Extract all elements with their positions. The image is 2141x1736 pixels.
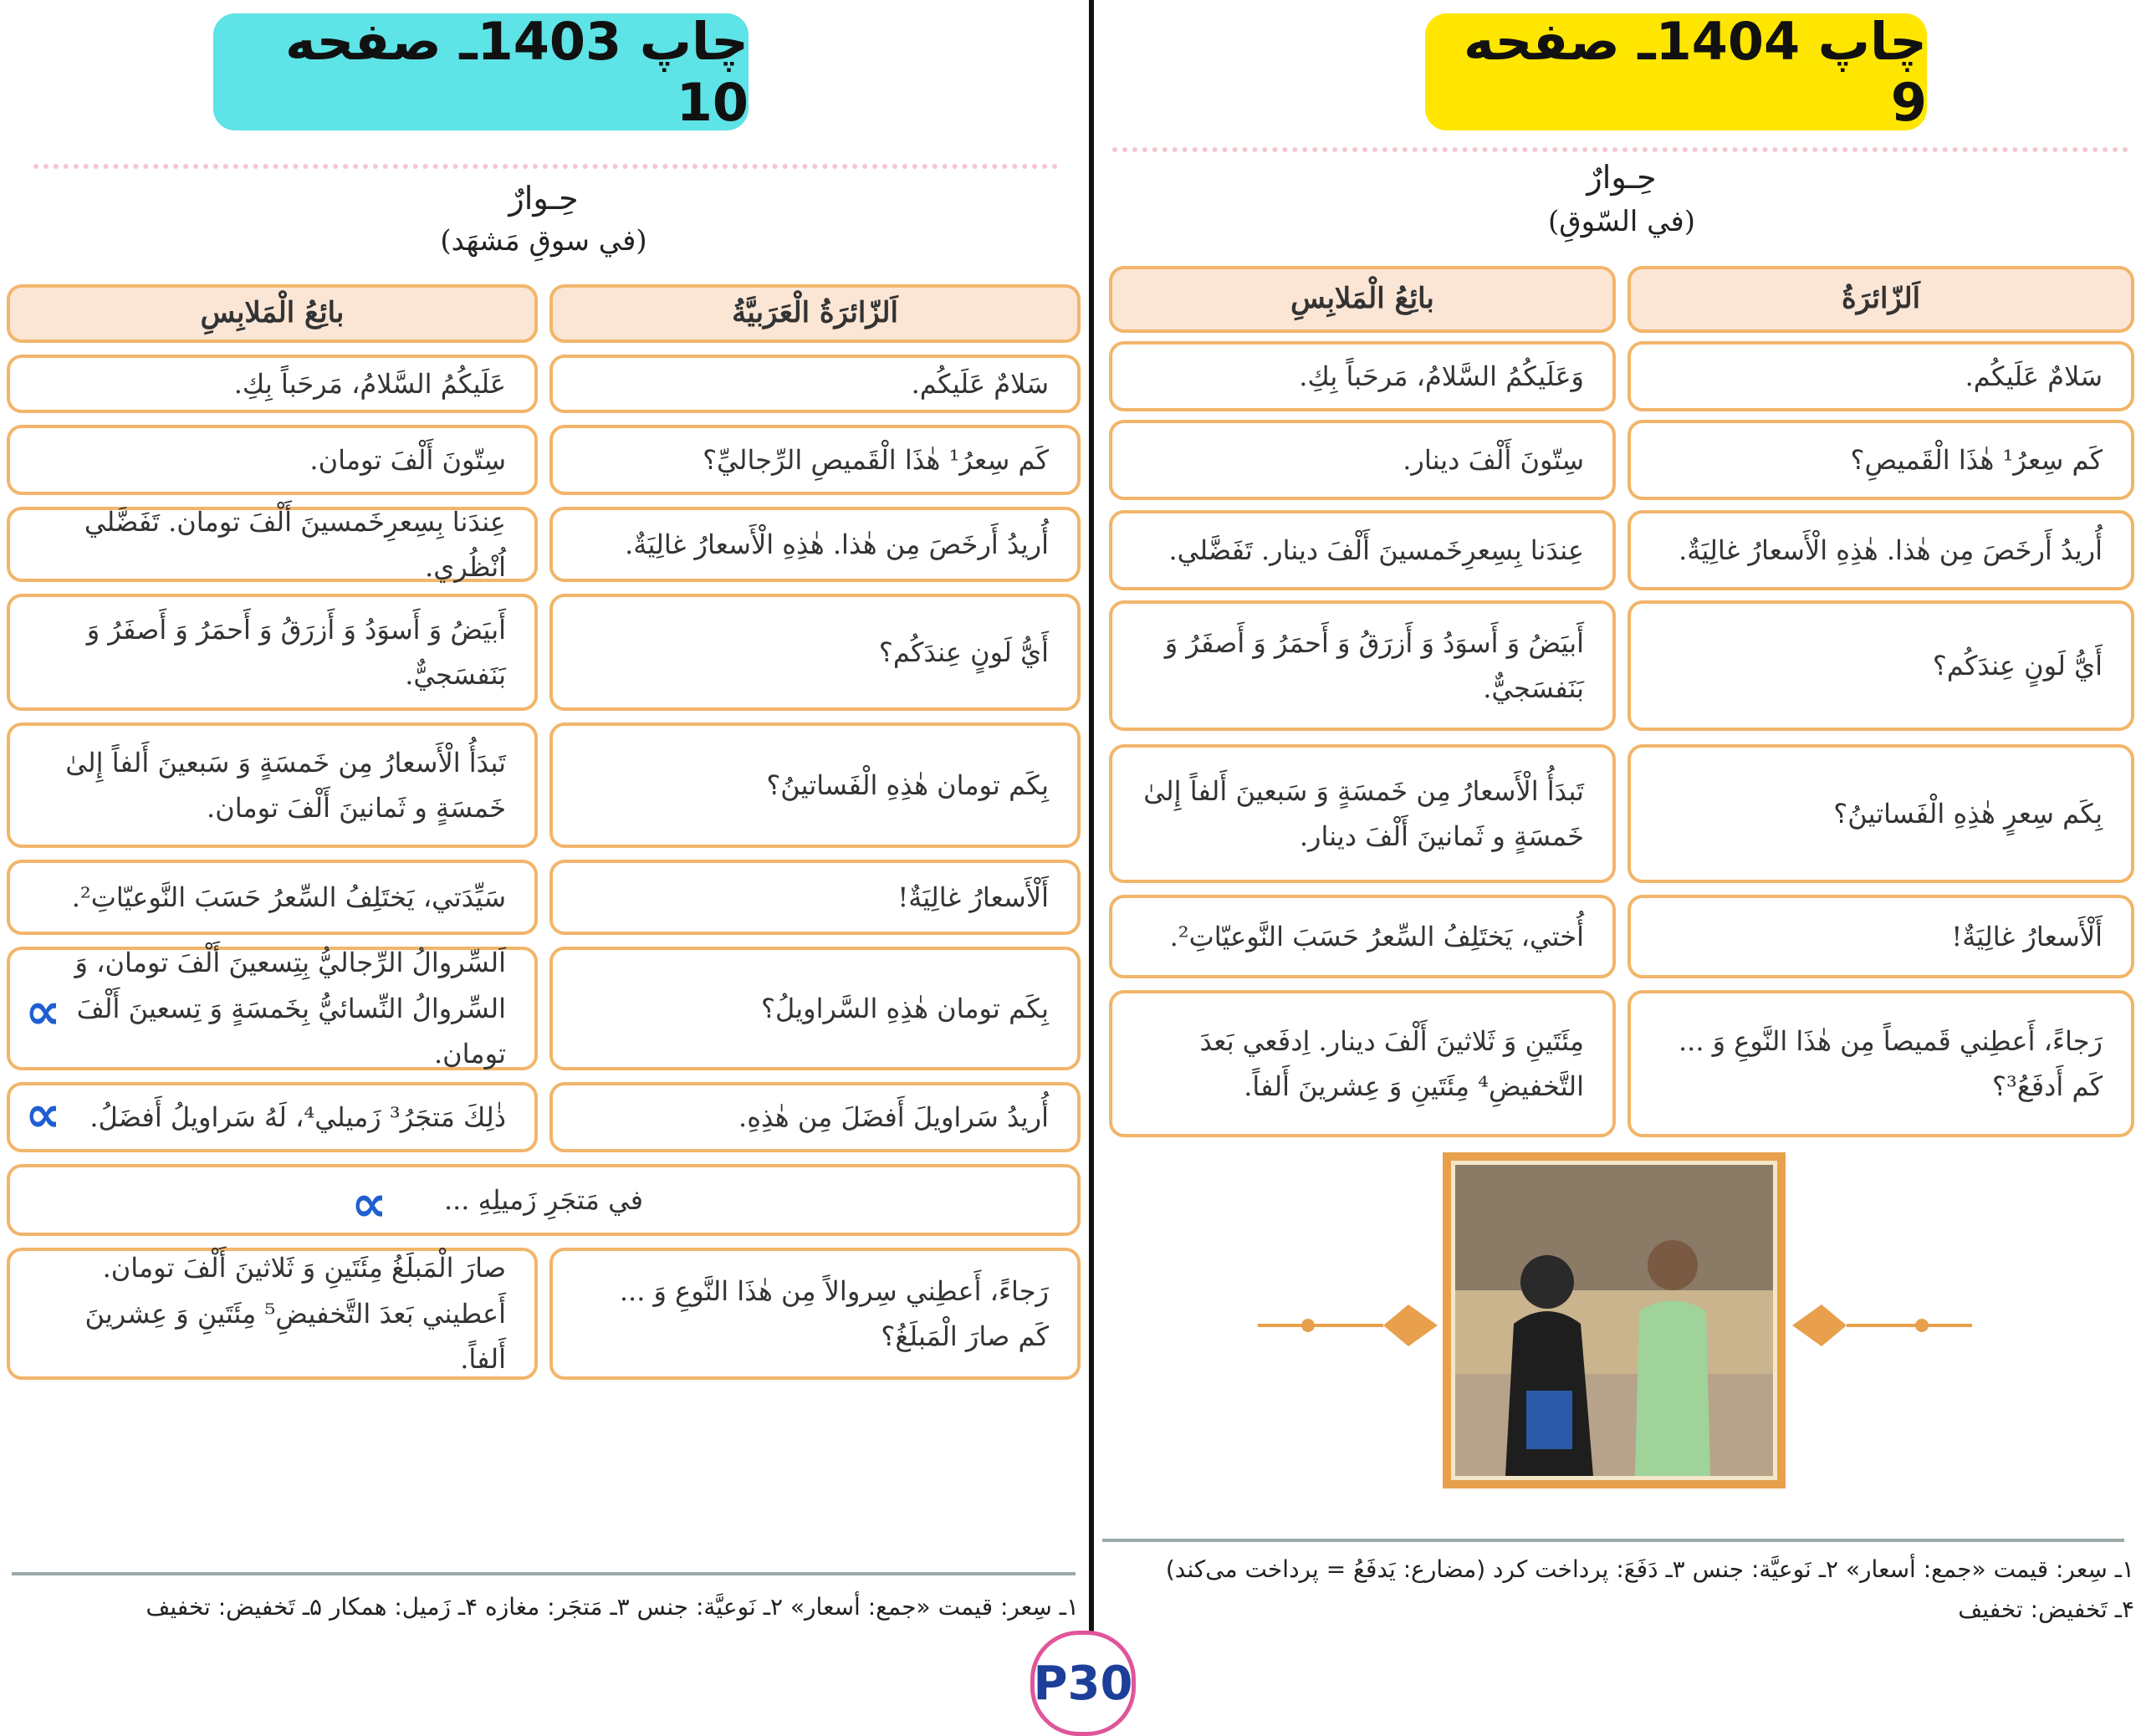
table-row	[1109, 510, 2134, 590]
shop-scene-icon	[1455, 1165, 1773, 1476]
footnote-rule	[12, 1572, 1076, 1575]
table-row	[1109, 341, 2134, 411]
seller-header: بائِعُ الْمَلابِسِ	[1109, 266, 1616, 333]
dialogue-subtitle: (في سوقِ مَشهَد)	[440, 224, 647, 258]
table-row	[1109, 600, 2134, 731]
column-divider	[1089, 0, 1094, 1672]
seller-header: بائِعُ الْمَلابِسِ	[7, 284, 538, 343]
visitor-line: أَيُّ لَونٍ عِندَكُم؟	[1627, 600, 2134, 731]
seller-line: صارَ الْمَبلَغُ مِئَتَينِ وَ ثَلاثينَ أَلْفَ تومان. أَعطيني بَعدَ التَّخفيضِ⁵ مِئَتَينِ وَ عِشرينَ أَلفاً.	[7, 1248, 538, 1380]
shop-photo	[1443, 1152, 1786, 1488]
seller-line: عِندَنا بِسِعرِخَمسينَ أَلْفَ تومان. تَفَضَّلي اُنْظُري.	[7, 507, 538, 582]
table-row	[7, 507, 1081, 582]
visitor-line: بِكَم سِعرٍ هٰذِهِ الْفَساتينُ؟	[1627, 744, 2134, 883]
seller-line: أَبيَضُ وَ أَسوَدُ وَ أَزرَقُ وَ أَحمَرُ وَ أَصفَرُ وَ بَنَفسَجيٌّ.	[1109, 600, 1616, 731]
table-row	[7, 947, 1081, 1070]
table-row	[1109, 895, 2134, 978]
table-row	[1109, 420, 2134, 500]
visitor-line: كَم سِعرُ¹ هٰذَا الْقَميصِ؟	[1627, 420, 2134, 500]
footnotes: ۱ـ سِعر: قیمت «جمع: أسعار» ۲ـ نَوعیَّة: جنس ۳ـ مَتجَر: مغازه ۴ـ زَمیل: همکار ۵ـ تَخفیض: تخفیف	[146, 1593, 1079, 1621]
table-row	[7, 1164, 1081, 1236]
pen-mark-icon: ∝	[25, 983, 61, 1041]
table-row	[7, 722, 1081, 848]
table-header-row	[1109, 266, 2134, 333]
table-row	[7, 355, 1081, 413]
visitor-line: أَلْأَسعارُ غالِيَةٌ!	[549, 860, 1081, 935]
dotted-divider	[33, 164, 1058, 176]
seller-line: سِتّونَ أَلْفَ دينار.	[1109, 420, 1616, 500]
table-row	[1109, 744, 2134, 883]
table-row	[7, 594, 1081, 711]
visitor-line: أُريدُ أَرخَصَ مِن هٰذا. هٰذِهِ الْأَسعارُ غالِيَةٌ.	[1627, 510, 2134, 590]
seller-line: سِتّونَ أَلْفَ تومان.	[7, 425, 538, 495]
dotted-divider	[1112, 147, 2128, 159]
visitor-line: أَلْأَسعارُ غالِيَةٌ!	[1627, 895, 2134, 978]
narration-line: في مَتجَرِ زَميلِهِ ...	[7, 1164, 1081, 1236]
table-row	[7, 1082, 1081, 1152]
pen-mark-icon: ∝	[25, 1085, 61, 1144]
table-row	[1109, 990, 2134, 1137]
seller-line: وَعَلَيكُمُ السَّلامُ، مَرحَباً بِكِ.	[1109, 341, 1616, 411]
visitor-header: اَلزّائرَةُ	[1627, 266, 2134, 333]
table-row	[7, 1248, 1081, 1380]
edition-1404-page	[1102, 0, 2141, 1713]
seller-line: عِندَنا بِسِعرِخَمسينَ أَلْفَ دينار. تَفَضَّلي.	[1109, 510, 1616, 590]
edition-1403-banner: چاپ 1403ـ صفحه 10	[213, 13, 749, 130]
visitor-line: بِكَم تومان هٰذِهِ السَّراويلُ؟	[549, 947, 1081, 1070]
ornament-left-icon	[1258, 1300, 1442, 1351]
visitor-line: أُريدُ أَرخَصَ مِن هٰذا. هٰذِهِ الْأَسعارُ غالِيَةٌ.	[549, 507, 1081, 582]
visitor-line: بِكَم تومان هٰذِهِ الْفَساتينُ؟	[549, 722, 1081, 848]
seller-line: عَلَيكُمُ السَّلامُ، مَرحَباً بِكِ.	[7, 355, 538, 413]
footnote-rule	[1102, 1539, 2124, 1542]
footnotes: ۱ـ سِعر: قیمت «جمع: أسعار» ۲ـ نَوعیَّة: جنس ۳ـ دَفَعَ: پرداخت کرد (مضارع: یَدفَعُ = پرداخت می‌کند)	[1165, 1555, 2134, 1583]
visitor-line: رَجاءً، أَعطِني قَميصاً مِن هٰذَا النَّوعِ وَ ... كَم أَدفَعُ³؟	[1627, 990, 2134, 1137]
seller-line: ذٰلِكَ مَتجَرُ³ زَميلي⁴، لَهُ سَراويلُ أَفضَلُ.	[7, 1082, 538, 1152]
p30-logo: P30	[1030, 1631, 1136, 1736]
table-row	[7, 860, 1081, 935]
seller-line: أَبيَضُ وَ أَسوَدُ وَ أَزرَقُ وَ أَحمَرُ وَ أَصفَرُ وَ بَنَفسَجيٌّ.	[7, 594, 538, 711]
seller-line: أُختي، يَختَلِفُ السِّعرُ حَسَبَ النَّوعيّاتِ².	[1109, 895, 1616, 978]
visitor-line: سَلامٌ عَلَيكُم.	[1627, 341, 2134, 411]
seller-line: مِئَتَينِ وَ ثَلاثينَ أَلْفَ دينار. اِدفَعي بَعدَ التَّخفيضِ⁴ مِئَتَينِ وَ عِشرينَ أَلفاً.	[1109, 990, 1616, 1137]
seller-line: اَلسِّروالُ الرِّجاليُّ بِتِسعينَ أَلْفَ تومان، وَ السِّروالُ النِّسائيُّ بِخَمسَةٍ وَ تِسعينَ أَلْفَ تومان.	[7, 947, 538, 1070]
table-header-row	[7, 284, 1081, 343]
edition-1404-banner: چاپ 1404ـ صفحه 9	[1425, 13, 1927, 130]
dialogue-subtitle: (في السّوقِ)	[1547, 205, 1695, 238]
table-row	[7, 425, 1081, 495]
visitor-line: أَيُّ لَونٍ عِندَكُم؟	[549, 594, 1081, 711]
pen-mark-icon: ∝	[351, 1175, 387, 1233]
seller-line: تَبدَأُ الْأَسعارُ مِن خَمسَةٍ وَ سَبعينَ أَلفاً إِلىٰ خَمسَةٍ و ثَمانينَ أَلْفَ دينار.	[1109, 744, 1616, 883]
visitor-line: أُريدُ سَراويلَ أَفضَلَ مِن هٰذِهِ.	[549, 1082, 1081, 1152]
visitor-line: رَجاءً، أَعطِني سِروالاً مِن هٰذَا النَّوعِ وَ ... كَم صارَ الْمَبلَغُ؟	[549, 1248, 1081, 1380]
visitor-header: اَلزّائرَةُ الْعَرَبیَّةُ	[549, 284, 1081, 343]
seller-line: تَبدَأُ الْأَسعارُ مِن خَمسَةٍ وَ سَبعينَ أَلفاً إِلىٰ خَمسَةٍ و ثَمانينَ أَلْفَ تومان.	[7, 722, 538, 848]
seller-line: سَيِّدَتي، يَختَلِفُ السِّعرُ حَسَبَ النَّوعيّاتِ².	[7, 860, 538, 935]
visitor-line: سَلامٌ عَلَيكُم.	[549, 355, 1081, 413]
visitor-line: كَم سِعرُ¹ هٰذَا الْقَميصِ الرِّجاليِّ؟	[549, 425, 1081, 495]
dialogue-title: حِـوارٌ	[1587, 159, 1657, 196]
footnotes: ۴ـ تَخفیض: تخفیف	[1958, 1596, 2134, 1623]
ornament-right-icon	[1788, 1300, 1972, 1351]
dialogue-title: حِـوارٌ	[508, 180, 579, 217]
